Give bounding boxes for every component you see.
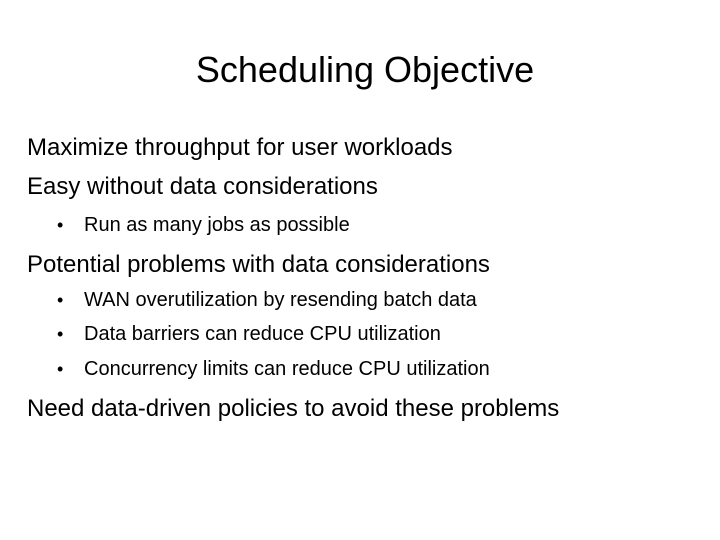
sub-bullet-text: WAN overutilization by resending batch data [84,289,477,311]
sub-bullet-run-many-jobs [57,212,350,238]
bullet-point-potential-problems: Potential problems with data considerations [27,251,490,278]
bullet-dot-icon: • [57,290,64,310]
bullet-point-easy-without-data: Easy without data considerations [27,173,378,200]
sub-bullet-text: Data barriers can reduce CPU utilization [84,323,441,345]
sub-bullet-text: Run as many jobs as possible [84,214,350,236]
sub-bullet-wan-overutilization [57,287,477,313]
bullet-point-maximize-throughput: Maximize throughput for user workloads [27,134,453,161]
bullet-dot-icon: • [57,215,64,235]
bullet-point-data-driven-policies: Need data-driven policies to avoid these problems [27,395,560,422]
sub-bullet-data-barriers [57,321,441,347]
bullet-dot-icon: • [57,359,64,379]
slide-title: Scheduling Objective [195,49,535,90]
sub-bullet-concurrency-limits [57,356,490,382]
bullet-dot-icon: • [57,324,64,344]
sub-bullet-text: Concurrency limits can reduce CPU utilization [84,358,490,380]
